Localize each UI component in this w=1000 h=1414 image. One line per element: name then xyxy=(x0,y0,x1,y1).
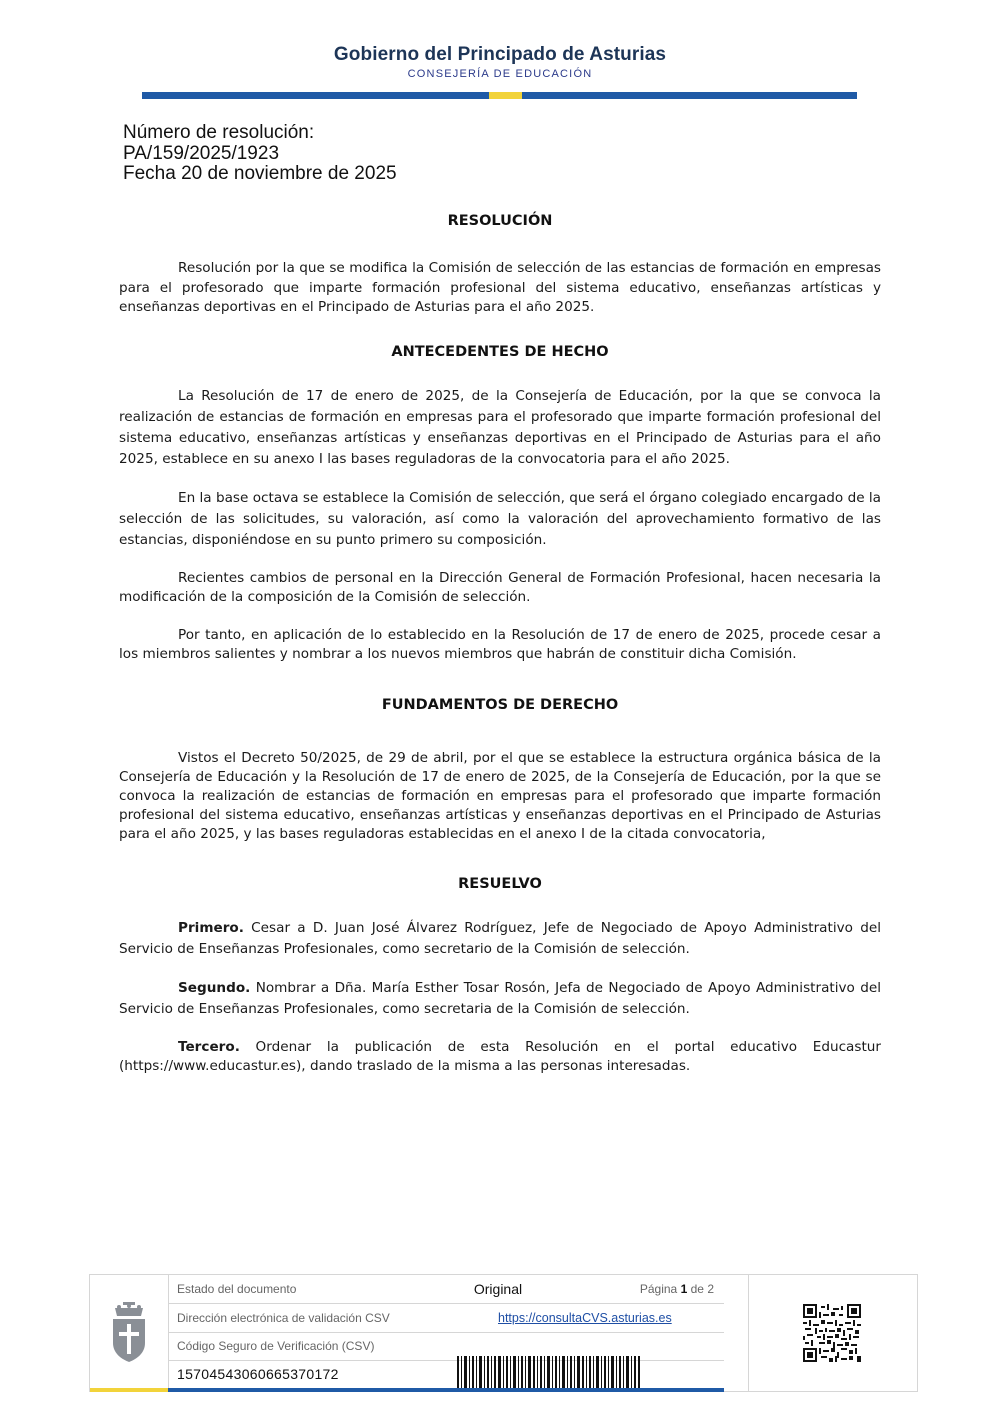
resolucion-summary: Resolución por la que se modifica la Comisión de selección de las estancias de formación en empresas para el profesorado que imparte formación profesional del sistema educativo, enseñanzas artísticas y enseñanzas deportivas en el Principado de Asturias para el año 2025. xyxy=(119,260,881,315)
document-state-value: Original xyxy=(473,1281,523,1297)
resuelvo-item-text: Cesar a D. Juan José Álvarez Rodríguez, Jefe de Negociado de Apoyo Administrativo del Servicio de Enseñanzas Profesionales, como secretario de la Comisión de selección. xyxy=(119,919,881,957)
page-prefix: Página xyxy=(639,1282,678,1296)
section-title-antecedentes: ANTECEDENTES DE HECHO xyxy=(391,343,609,360)
resuelvo-item xyxy=(119,918,881,960)
resuelvo-item-lead: Segundo. xyxy=(178,979,251,996)
csv-address-label: Dirección electrónica de validación CSV xyxy=(177,1311,390,1325)
section-title-fundamentos: FUNDAMENTOS DE DERECHO xyxy=(381,696,619,713)
resuelvo-item-text: Nombrar a Dña. María Esther Tosar Rosón, Jefa de Negociado de Apoyo Administrativo del Servicio de Enseñanzas Profesionales, como secretaria de la Comisión de selección. xyxy=(119,979,881,1017)
resuelvo-item-lead: Tercero. xyxy=(178,1038,240,1055)
footer-blue-line xyxy=(168,1388,724,1392)
document-body xyxy=(119,213,881,1077)
crest-cell xyxy=(90,1275,169,1391)
page-total: 2 xyxy=(707,1282,714,1296)
csv-validation-link[interactable]: https://consultaCVS.asturias.es xyxy=(498,1311,672,1325)
letterhead xyxy=(0,44,1000,80)
government-title: Gobierno del Principado de Asturias xyxy=(333,44,667,65)
resuelvo-item xyxy=(119,1038,881,1077)
antecedentes-paragraph: Recientes cambios de personal en la Dirección General de Formación Profesional, hacen necesaria la modificación de la composición de la Comisión de selección. xyxy=(119,569,881,605)
row-document-state xyxy=(168,1275,724,1304)
page-of: de xyxy=(690,1282,704,1296)
resuelvo-item xyxy=(119,978,881,1020)
document-state-label: Estado del documento xyxy=(177,1282,297,1296)
resolution-number-block xyxy=(123,123,397,185)
csv-code-label: Código Seguro de Verificación (CSV) xyxy=(177,1339,375,1353)
page-indicator xyxy=(640,1282,714,1296)
section-title-resolucion: RESOLUCIÓN xyxy=(447,213,553,229)
header-yellow-segment xyxy=(489,92,522,99)
section-title-resuelvo: RESUELVO xyxy=(458,875,542,892)
fundamentos-paragraph: Vistos el Decreto 50/2025, de 29 de abril, por el que se establece la estructura orgánica básica de la Consejería de Educación y la Resolución de 17 de enero de 2025, de la Consejería de Educación, por la que se convoca la realización de estancias de formación en empresas para el profesorado que imparte formación profesional del sistema educativo, enseñanzas artísticas y enseñanzas deportivas en el Principado de Asturias para el año 2025, y las bases reguladoras establecidas en el anexo I de la citada convocatoria, xyxy=(119,749,881,842)
row-csv-code xyxy=(168,1360,724,1388)
resuelvo-item-text: Ordenar la publicación de esta Resolución en el portal educativo Educastur (https://www.educastur.es), dando traslado de la misma a las personas interesadas. xyxy=(119,1038,881,1074)
csv-code-value: 15704543060665370172 xyxy=(177,1366,339,1382)
resuelvo-item-lead: Primero. xyxy=(178,919,244,936)
antecedentes-paragraph: Por tanto, en aplicación de lo establecido en la Resolución de 17 de enero de 2025, procede cesar a los miembros salientes y nombrar a los nuevos miembros que habrán de constituir dicha Comisión. xyxy=(119,626,881,662)
verification-footer xyxy=(89,1274,918,1392)
department-subtitle: CONSEJERÍA DE EDUCACIÓN xyxy=(407,68,593,80)
antecedentes-paragraph: En la base octava se establece la Comisión de selección, que será el órgano colegiado encargado de la selección de las solicitudes, su valoración, así como la valoración del aprovechamiento formativo de las estancias, disponiéndose en su punto primero su composición. xyxy=(119,489,881,548)
row-csv-address xyxy=(168,1304,724,1333)
resolution-date: Fecha 20 de noviembre de 2025 xyxy=(123,163,397,184)
qr-cell xyxy=(748,1275,918,1391)
footer-yellow-line xyxy=(90,1388,168,1392)
resolution-number-label: Número de resolución: xyxy=(123,122,315,143)
header-color-bar xyxy=(142,92,857,99)
resolution-code: PA/159/2025/1923 xyxy=(123,142,280,164)
page-current: 1 xyxy=(680,1282,688,1296)
antecedentes-paragraph: La Resolución de 17 de enero de 2025, de la Consejería de Educación, por la que se convoca la realización de estancias de formación en empresas para el profesorado que imparte formación profesional del sistema educativo, enseñanzas artísticas y enseñanzas deportivas en el Principado de Asturias para el año 2025, establece en su anexo I las bases reguladoras de la convocatoria para el año 2025. xyxy=(119,387,881,467)
qr-code-icon xyxy=(803,1304,861,1367)
